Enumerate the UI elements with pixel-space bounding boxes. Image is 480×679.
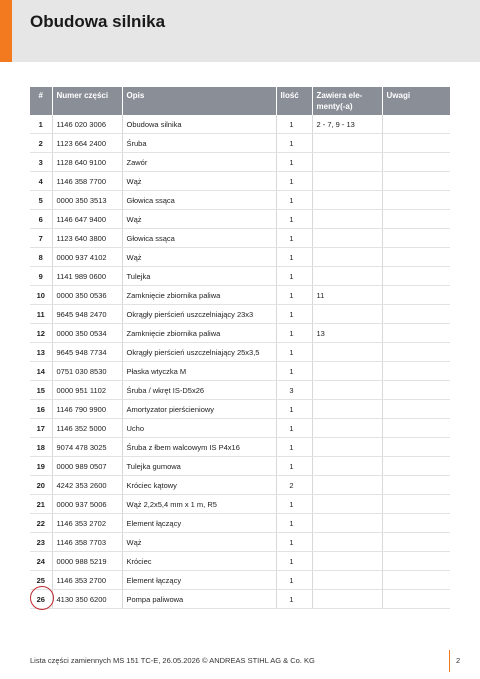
cell-part-number: 9645 948 2470 (52, 305, 122, 324)
cell-contains (312, 590, 382, 609)
table-row (30, 286, 450, 305)
column-header-number: # (30, 87, 52, 115)
cell-contains (312, 457, 382, 476)
cell-number: 19 (30, 457, 52, 476)
cell-contains (312, 362, 382, 381)
cell-description: Śruba / wkręt IS-D5x26 (122, 381, 276, 400)
cell-quantity: 1 (276, 248, 312, 267)
cell-number: 13 (30, 343, 52, 362)
cell-contains (312, 438, 382, 457)
cell-description: Okrągły pierścień uszczelniający 23x3 (122, 305, 276, 324)
cell-part-number: 1146 647 9400 (52, 210, 122, 229)
cell-description: Wąż (122, 210, 276, 229)
cell-notes (382, 305, 450, 324)
cell-description: Wąż (122, 172, 276, 191)
cell-notes (382, 362, 450, 381)
cell-part-number: 1146 353 2702 (52, 514, 122, 533)
cell-quantity: 1 (276, 324, 312, 343)
cell-number: 3 (30, 153, 52, 172)
table-row (30, 457, 450, 476)
page-title: Obudowa silnika (30, 12, 166, 31)
cell-part-number: 9645 948 7734 (52, 343, 122, 362)
cell-contains (312, 191, 382, 210)
parts-table (30, 87, 450, 609)
cell-quantity: 1 (276, 343, 312, 362)
cell-notes (382, 419, 450, 438)
table-row (30, 248, 450, 267)
cell-part-number: 1146 353 2700 (52, 571, 122, 590)
cell-quantity: 1 (276, 191, 312, 210)
cell-contains (312, 476, 382, 495)
cell-notes (382, 495, 450, 514)
cell-description: Wąż (122, 533, 276, 552)
cell-number: 9 (30, 267, 52, 286)
cell-notes (382, 286, 450, 305)
table-row (30, 153, 450, 172)
cell-part-number: 0000 951 1102 (52, 381, 122, 400)
cell-part-number: 1146 358 7703 (52, 533, 122, 552)
cell-part-number: 1146 790 9900 (52, 400, 122, 419)
cell-contains (312, 153, 382, 172)
cell-part-number: 1146 358 7700 (52, 172, 122, 191)
cell-quantity: 1 (276, 115, 312, 134)
cell-contains (312, 305, 382, 324)
cell-description: Element łączący (122, 514, 276, 533)
cell-contains (312, 229, 382, 248)
cell-part-number: 1146 352 5000 (52, 419, 122, 438)
table-row (30, 362, 450, 381)
cell-number: 21 (30, 495, 52, 514)
cell-number: 10 (30, 286, 52, 305)
cell-notes (382, 438, 450, 457)
cell-notes (382, 134, 450, 153)
page-number: 2 (456, 656, 461, 665)
cell-quantity: 1 (276, 571, 312, 590)
table-row (30, 571, 450, 590)
cell-quantity: 1 (276, 153, 312, 172)
cell-contains (312, 419, 382, 438)
cell-notes (382, 590, 450, 609)
cell-description: Wąż 2,2x5,4 mm x 1 m, R5 (122, 495, 276, 514)
cell-contains (312, 267, 382, 286)
cell-part-number: 1141 989 0600 (52, 267, 122, 286)
cell-contains (312, 533, 382, 552)
cell-quantity: 1 (276, 210, 312, 229)
cell-number: 23 (30, 533, 52, 552)
cell-part-number: 1128 640 9100 (52, 153, 122, 172)
cell-description: Króciec (122, 552, 276, 571)
cell-number: 6 (30, 210, 52, 229)
header-accent-bar (0, 0, 12, 62)
footer-divider (449, 650, 450, 672)
cell-description: Króciec kątowy (122, 476, 276, 495)
cell-number: 5 (30, 191, 52, 210)
cell-description: Okrągły pierścień uszczelniający 25x3,5 (122, 343, 276, 362)
cell-number: 17 (30, 419, 52, 438)
cell-number: 22 (30, 514, 52, 533)
table-row (30, 134, 450, 153)
cell-part-number: 4242 353 2600 (52, 476, 122, 495)
cell-part-number: 0000 937 5006 (52, 495, 122, 514)
cell-number: 26 (30, 590, 52, 609)
table-row (30, 400, 450, 419)
table-row (30, 210, 450, 229)
cell-contains (312, 514, 382, 533)
cell-number: 11 (30, 305, 52, 324)
cell-notes (382, 552, 450, 571)
cell-number: 15 (30, 381, 52, 400)
cell-quantity: 1 (276, 362, 312, 381)
cell-part-number: 0000 988 5219 (52, 552, 122, 571)
table-row (30, 552, 450, 571)
cell-notes (382, 343, 450, 362)
cell-contains (312, 134, 382, 153)
table-row (30, 514, 450, 533)
cell-quantity: 1 (276, 552, 312, 571)
cell-quantity: 1 (276, 590, 312, 609)
cell-quantity: 1 (276, 286, 312, 305)
cell-notes (382, 571, 450, 590)
cell-contains (312, 248, 382, 267)
cell-contains (312, 571, 382, 590)
column-header-part-number: Numer części (52, 87, 122, 115)
header-band (0, 0, 480, 62)
cell-quantity: 1 (276, 267, 312, 286)
cell-quantity: 1 (276, 419, 312, 438)
cell-number: 16 (30, 400, 52, 419)
cell-notes (382, 267, 450, 286)
cell-description: Zawór (122, 153, 276, 172)
table-row (30, 590, 450, 609)
cell-quantity: 1 (276, 438, 312, 457)
table-row (30, 191, 450, 210)
cell-quantity: 1 (276, 495, 312, 514)
cell-number: 4 (30, 172, 52, 191)
cell-contains (312, 552, 382, 571)
table-row (30, 324, 450, 343)
cell-number: 12 (30, 324, 52, 343)
cell-contains (312, 172, 382, 191)
cell-part-number: 4130 350 6200 (52, 590, 122, 609)
cell-number: 25 (30, 571, 52, 590)
cell-contains: 11 (312, 286, 382, 305)
table-row (30, 305, 450, 324)
cell-description: Płaska wtyczka M (122, 362, 276, 381)
cell-notes (382, 533, 450, 552)
cell-description: Głowica ssąca (122, 191, 276, 210)
cell-quantity: 1 (276, 457, 312, 476)
cell-notes (382, 514, 450, 533)
cell-notes (382, 115, 450, 134)
cell-notes (382, 400, 450, 419)
cell-quantity: 1 (276, 533, 312, 552)
cell-part-number: 9074 478 3025 (52, 438, 122, 457)
cell-number: 7 (30, 229, 52, 248)
cell-notes (382, 153, 450, 172)
table-row (30, 438, 450, 457)
cell-part-number: 1123 664 2400 (52, 134, 122, 153)
cell-quantity: 1 (276, 400, 312, 419)
cell-description: Pompa paliwowa (122, 590, 276, 609)
table-row (30, 229, 450, 248)
cell-notes (382, 324, 450, 343)
table-body (30, 115, 450, 609)
table-row (30, 495, 450, 514)
cell-contains (312, 381, 382, 400)
table-row (30, 115, 450, 134)
cell-contains: 2 - 7, 9 - 13 (312, 115, 382, 134)
cell-description: Wąż (122, 248, 276, 267)
cell-notes (382, 191, 450, 210)
column-header-description: Opis (122, 87, 276, 115)
cell-quantity: 1 (276, 305, 312, 324)
cell-contains (312, 210, 382, 229)
cell-number: 20 (30, 476, 52, 495)
cell-quantity: 1 (276, 229, 312, 248)
table-header-row (30, 87, 450, 115)
cell-description: Zamknięcie zbiornika paliwa (122, 324, 276, 343)
cell-part-number: 1146 020 3006 (52, 115, 122, 134)
cell-notes (382, 476, 450, 495)
cell-quantity: 1 (276, 172, 312, 191)
cell-description: Śruba (122, 134, 276, 153)
cell-description: Zamknięcie zbiornika paliwa (122, 286, 276, 305)
table-row (30, 419, 450, 438)
cell-quantity: 3 (276, 381, 312, 400)
cell-part-number: 0000 937 4102 (52, 248, 122, 267)
cell-part-number: 0000 350 0536 (52, 286, 122, 305)
column-header-quantity: Ilość (276, 87, 312, 115)
cell-contains (312, 495, 382, 514)
cell-notes (382, 172, 450, 191)
cell-notes (382, 248, 450, 267)
cell-description: Obudowa silnika (122, 115, 276, 134)
table-row (30, 172, 450, 191)
table-row (30, 267, 450, 286)
cell-description: Amortyzator pierścieniowy (122, 400, 276, 419)
cell-quantity: 1 (276, 134, 312, 153)
cell-notes (382, 457, 450, 476)
footer-text: Lista części zamiennych MS 151 TC-E, 26.05.2026 © ANDREAS STIHL AG & Co. KG (30, 656, 315, 665)
cell-description: Tulejka (122, 267, 276, 286)
cell-part-number: 0000 350 0534 (52, 324, 122, 343)
table-row (30, 343, 450, 362)
cell-number: 8 (30, 248, 52, 267)
cell-contains (312, 400, 382, 419)
cell-notes (382, 381, 450, 400)
cell-part-number: 0751 030 8530 (52, 362, 122, 381)
cell-part-number: 1123 640 3800 (52, 229, 122, 248)
cell-quantity: 2 (276, 476, 312, 495)
cell-contains (312, 343, 382, 362)
cell-number: 1 (30, 115, 52, 134)
cell-part-number: 0000 989 0507 (52, 457, 122, 476)
column-header-notes: Uwagi (382, 87, 450, 115)
cell-description: Śruba z łbem walcowym IS P4x16 (122, 438, 276, 457)
column-header-contains: Zawiera ele- menty(-a) (312, 87, 382, 115)
cell-contains: 13 (312, 324, 382, 343)
cell-description: Głowica ssąca (122, 229, 276, 248)
cell-notes (382, 210, 450, 229)
cell-number: 2 (30, 134, 52, 153)
cell-description: Tulejka gumowa (122, 457, 276, 476)
cell-number: 24 (30, 552, 52, 571)
cell-quantity: 1 (276, 514, 312, 533)
cell-number: 18 (30, 438, 52, 457)
cell-notes (382, 229, 450, 248)
table-row (30, 533, 450, 552)
cell-part-number: 0000 350 3513 (52, 191, 122, 210)
table-row (30, 381, 450, 400)
table-row (30, 476, 450, 495)
cell-description: Element łączący (122, 571, 276, 590)
cell-description: Ucho (122, 419, 276, 438)
cell-number: 14 (30, 362, 52, 381)
